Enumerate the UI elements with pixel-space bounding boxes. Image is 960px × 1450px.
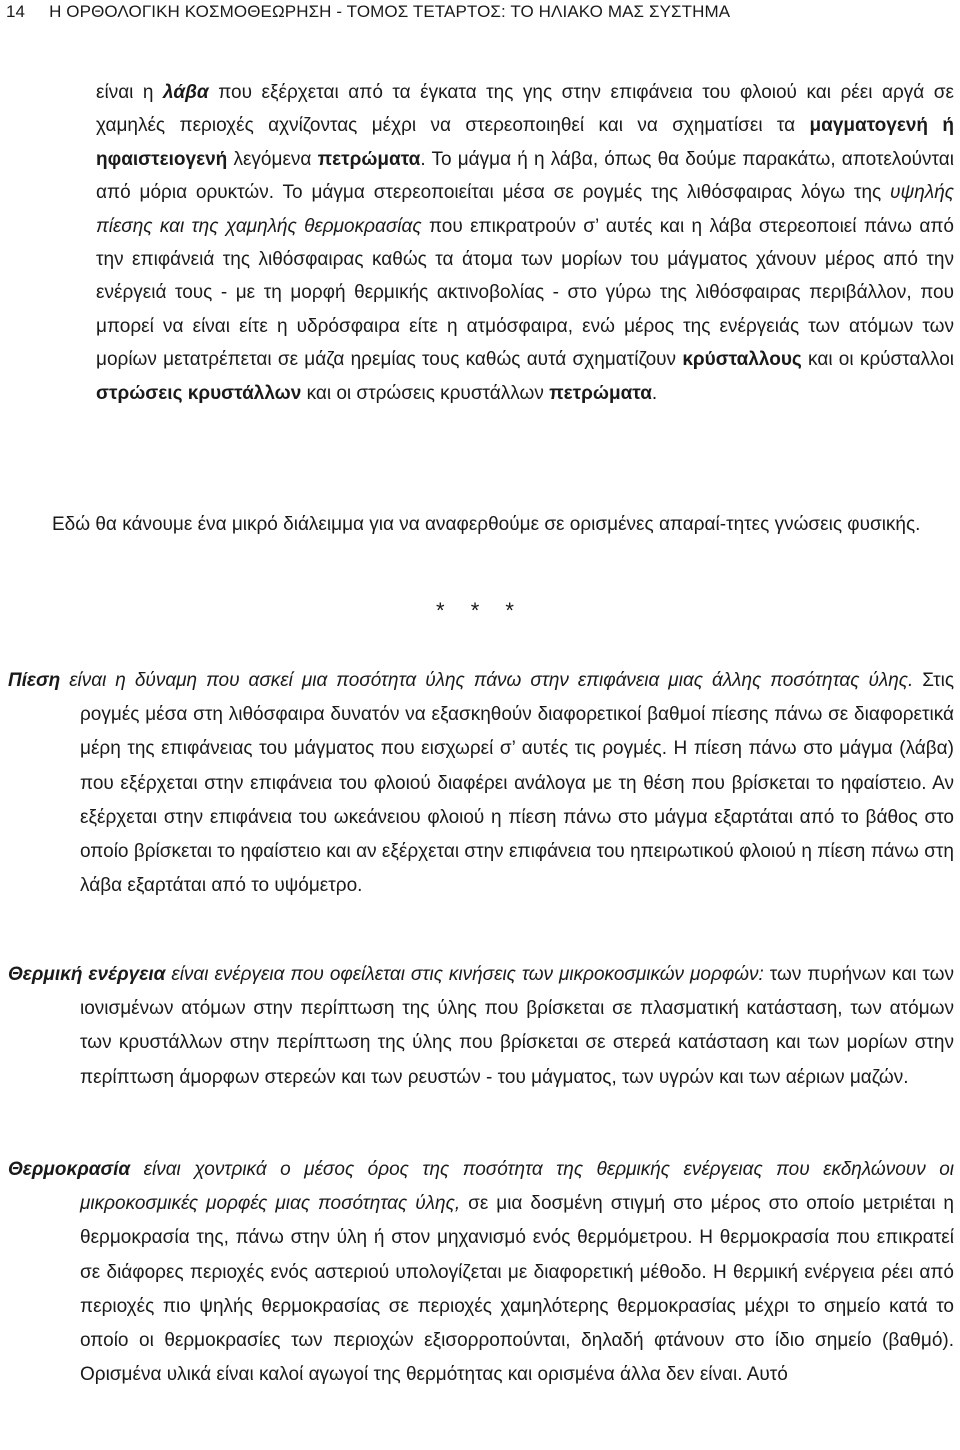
text-run: λεγόμενα (227, 148, 318, 170)
definition-pressure (8, 664, 954, 903)
term-thermal-energy: Θερμική ενέργεια (8, 964, 166, 985)
definition-temperature (8, 1153, 954, 1392)
page-header (6, 0, 956, 26)
paragraph-intermission: Εδώ θα κάνουμε ένα μικρό διάλειμμα για να αναφερθούμε σε ορισμένες απαραί-τητες γνώσεις φυσικής. (52, 514, 921, 535)
thermal-body: των πυρήνων και των ιονισμένων ατόμων στην περίπτωση της ύλης που βρίσκεται σε πλασματική κατάσταση, των ατόμων των κρυστάλλων στην περίπτωση της ύλης που βρίσκεται σε στερεά κατάσταση και των μορίων στην περίπτωση άμορφων στερεών και των ρευστών - του μάγματος, των υγρών και των αέριων μαζών. (80, 964, 954, 1088)
emphasis-pressure-temperature: υψηλής πίεσης και της χαμηλής θερμοκρασίας (96, 182, 954, 237)
text-run: είναι η (96, 82, 164, 103)
term-pressure: Πίεση (8, 670, 61, 691)
temperature-definition: είναι χοντρικά ο μέσος όρος της ποσότητα της θερμικής ενέργειας που εκδηλώνουν οι μικροκοσμικές μορφές μιας ποσότητας ύλης, (80, 1159, 954, 1215)
temperature-body: σε μια δοσμένη στιγμή στο μέρος στο οποίο μετριέται η θερμοκρασία της, πάνω στην ύλη ή στον μηχανισμό ενός θερμόμετρου. Η θερμοκρασία που επικρατεί σε διάφορες περιοχές ενός αστεριού υπολογίζεται με διαφορετική μέθοδο. Η θερμική ενέργεια ρέει από περιοχές πιο ψηλής θερμοκρασίας σε περιοχές χαμηλότερης θερμοκρασίας μέχρι το σημείο κατά το οποίο οι θερμοκρασίες των περιοχών εξισορροπούνται, δηλαδή φτάνουν στο ίδιο σημείο (βαθμό). Ορισμένα υλικά είναι καλοί αγωγοί της θερμότητας και ορισμένα άλλα δεν είναι. Αυτό (80, 1193, 954, 1386)
text-run: που επικρατρούν σ’ αυτές και η λάβα στερεοποιεί πάνω από την επιφάνειά της λιθόσφαιρας καθώς τα άτομα των μορίων του μάγματος χάνουν μέρος από την ενέργειά τους - με τη μορφή θερμικής ακτινοβολίας - στο γύρω της λιθόσφαιρας περιβάλλον, που μπορεί να είναι είτε η υδρόσφαιρα είτε η ατμόσφαιρα, ενώ μέρος της ενέργειάς των ατόμων των μορίων μετατρέπεται σε μάζα ηρεμίας τους καθώς αυτά σχηματίζουν (96, 215, 954, 371)
text-run: . Το μάγμα ή η λάβα, όπως θα δούμε παρακάτω, αποτελούνται από μόρια ορυκτών. Το μάγμα στερεοποιείται μέσα σε ρογμές της λιθόσφαιρας λόγω της (96, 148, 954, 204)
page-number: 14 (6, 2, 26, 21)
pressure-definition: είναι η δύναμη που ασκεί μια ποσότητα ύλης πάνω στην επιφάνεια μιας άλλης ποσότητας ύλης. (60, 670, 914, 691)
text-run: . (651, 382, 658, 404)
term-crystal-layers: στρώσεις κρυστάλλων (96, 382, 302, 404)
term-rocks: πετρώματα (317, 148, 421, 170)
text-run: και οι στρώσεις κρυστάλλων (301, 382, 550, 404)
term-temperature: Θερμοκρασία (8, 1159, 131, 1180)
text-run: που εξέρχεται από τα έγκατα της γης στην επιφάνεια του φλοιού και ρέει αργά σε χαμηλές περιοχές αχνίζοντας μέχρι να στερεοποιηθεί και να σχηματίσει τα (96, 82, 954, 137)
thermal-definition: είναι ενέργεια που οφείλεται στις κινήσεις των μικροκοσμικών μορφών: (165, 964, 764, 985)
term-lava: λάβα (163, 82, 209, 103)
term-magmatic: μαγματογενή ή ηφαιστειογενή (96, 115, 955, 170)
section-separator: * * * (436, 598, 524, 623)
running-title: Η ΟΡΘΟΛΟΓΙΚΗ ΚΟΣΜΟΘΕΩΡΗΣΗ - ΤΟΜΟΣ ΤΕΤΑΡΤΟΣ: ΤΟ ΗΛΙΑΚΟ ΜΑΣ ΣΥΣΤΗΜΑ (49, 2, 731, 21)
term-rocks-2: πετρώματα (549, 382, 652, 404)
text-run: και οι κρύσταλλοι (801, 349, 954, 371)
term-crystals: κρύσταλλους (682, 349, 802, 371)
definition-thermal-energy (8, 958, 954, 1095)
pressure-body: Στις ρογμές μέσα στη λιθόσφαιρα δυνατόν να εξασκηθούν διαφορετικοί βαθμοί πίεσης πάνω σε διαφορετικά μέρη της επιφάνειας του μάγματος που εισχωρεί σ’ αυτές τις ρογμές. Η πίεση πάνω στο μάγμα (λάβα) που εξέρχεται στην επιφάνεια του φλοιού διαφέρει ανάλογα με τη θέση που βρίσκεται το ηφαίστειο. Αν εξέρχεται στην επιφάνεια του ωκεάνειου φλοιού η πίεση πάνω στο μάγμα εξαρτάται από το βάθος στο οποίο βρίσκεται το ηφαίστειο και αν εξέρχεται στην επιφάνεια του ηπειρωτικού φλοιού η πίεση πάνω στη λάβα εξαρτάται από το υψόμετρο. (80, 670, 954, 897)
paragraph-lava (96, 76, 954, 410)
